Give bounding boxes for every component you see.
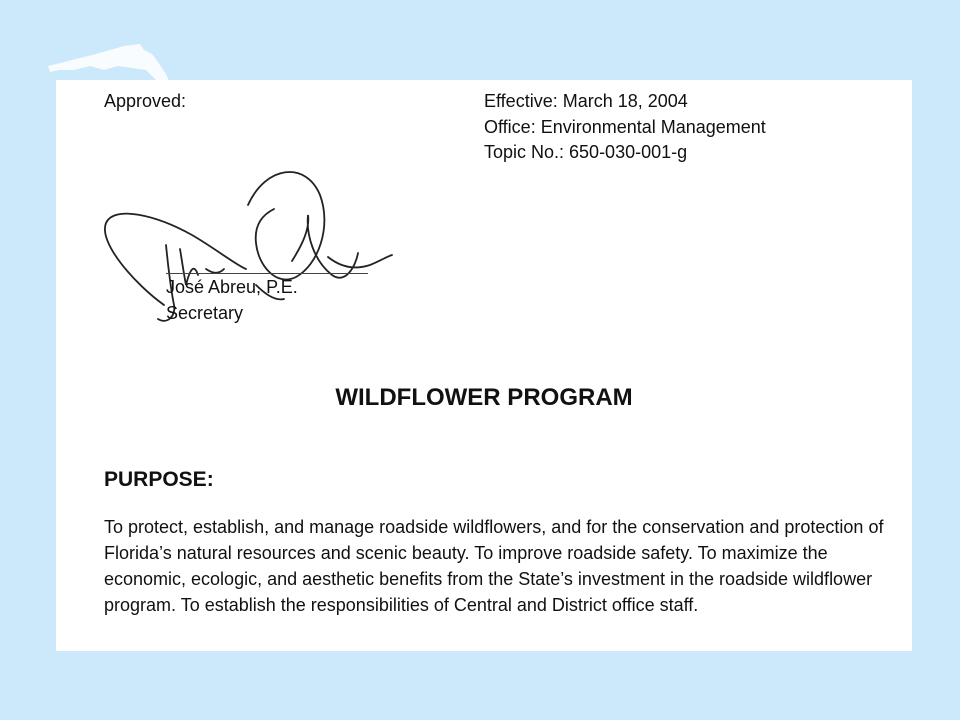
document-title: WILDFLOWER PROGRAM [335, 384, 633, 411]
signature-line [166, 273, 368, 274]
signature-image [96, 165, 416, 330]
topic-number: Topic No.: 650-030-001-g [484, 142, 688, 162]
office-name: Office: Environmental Management [484, 117, 766, 137]
document-page [56, 80, 912, 651]
purpose-paragraph: To protect, establish, and manage roadside wildflowers, and for the conservation and protection of Florida’s natural resources and scenic beauty. To improve roadside safety. To maximize the economic, ecologic, and aesthetic benefits from the State’s investment in the roadside wildflower program. To establish the responsibilities of Central and District office staff. [104, 517, 884, 615]
effective-date: Effective: March 18, 2004 [484, 91, 688, 111]
signer-title: Secretary [166, 303, 244, 323]
signer-name: José Abreu, P.E. [166, 277, 298, 297]
purpose-heading: PURPOSE: [104, 468, 214, 491]
approved-label: Approved: [104, 91, 187, 111]
